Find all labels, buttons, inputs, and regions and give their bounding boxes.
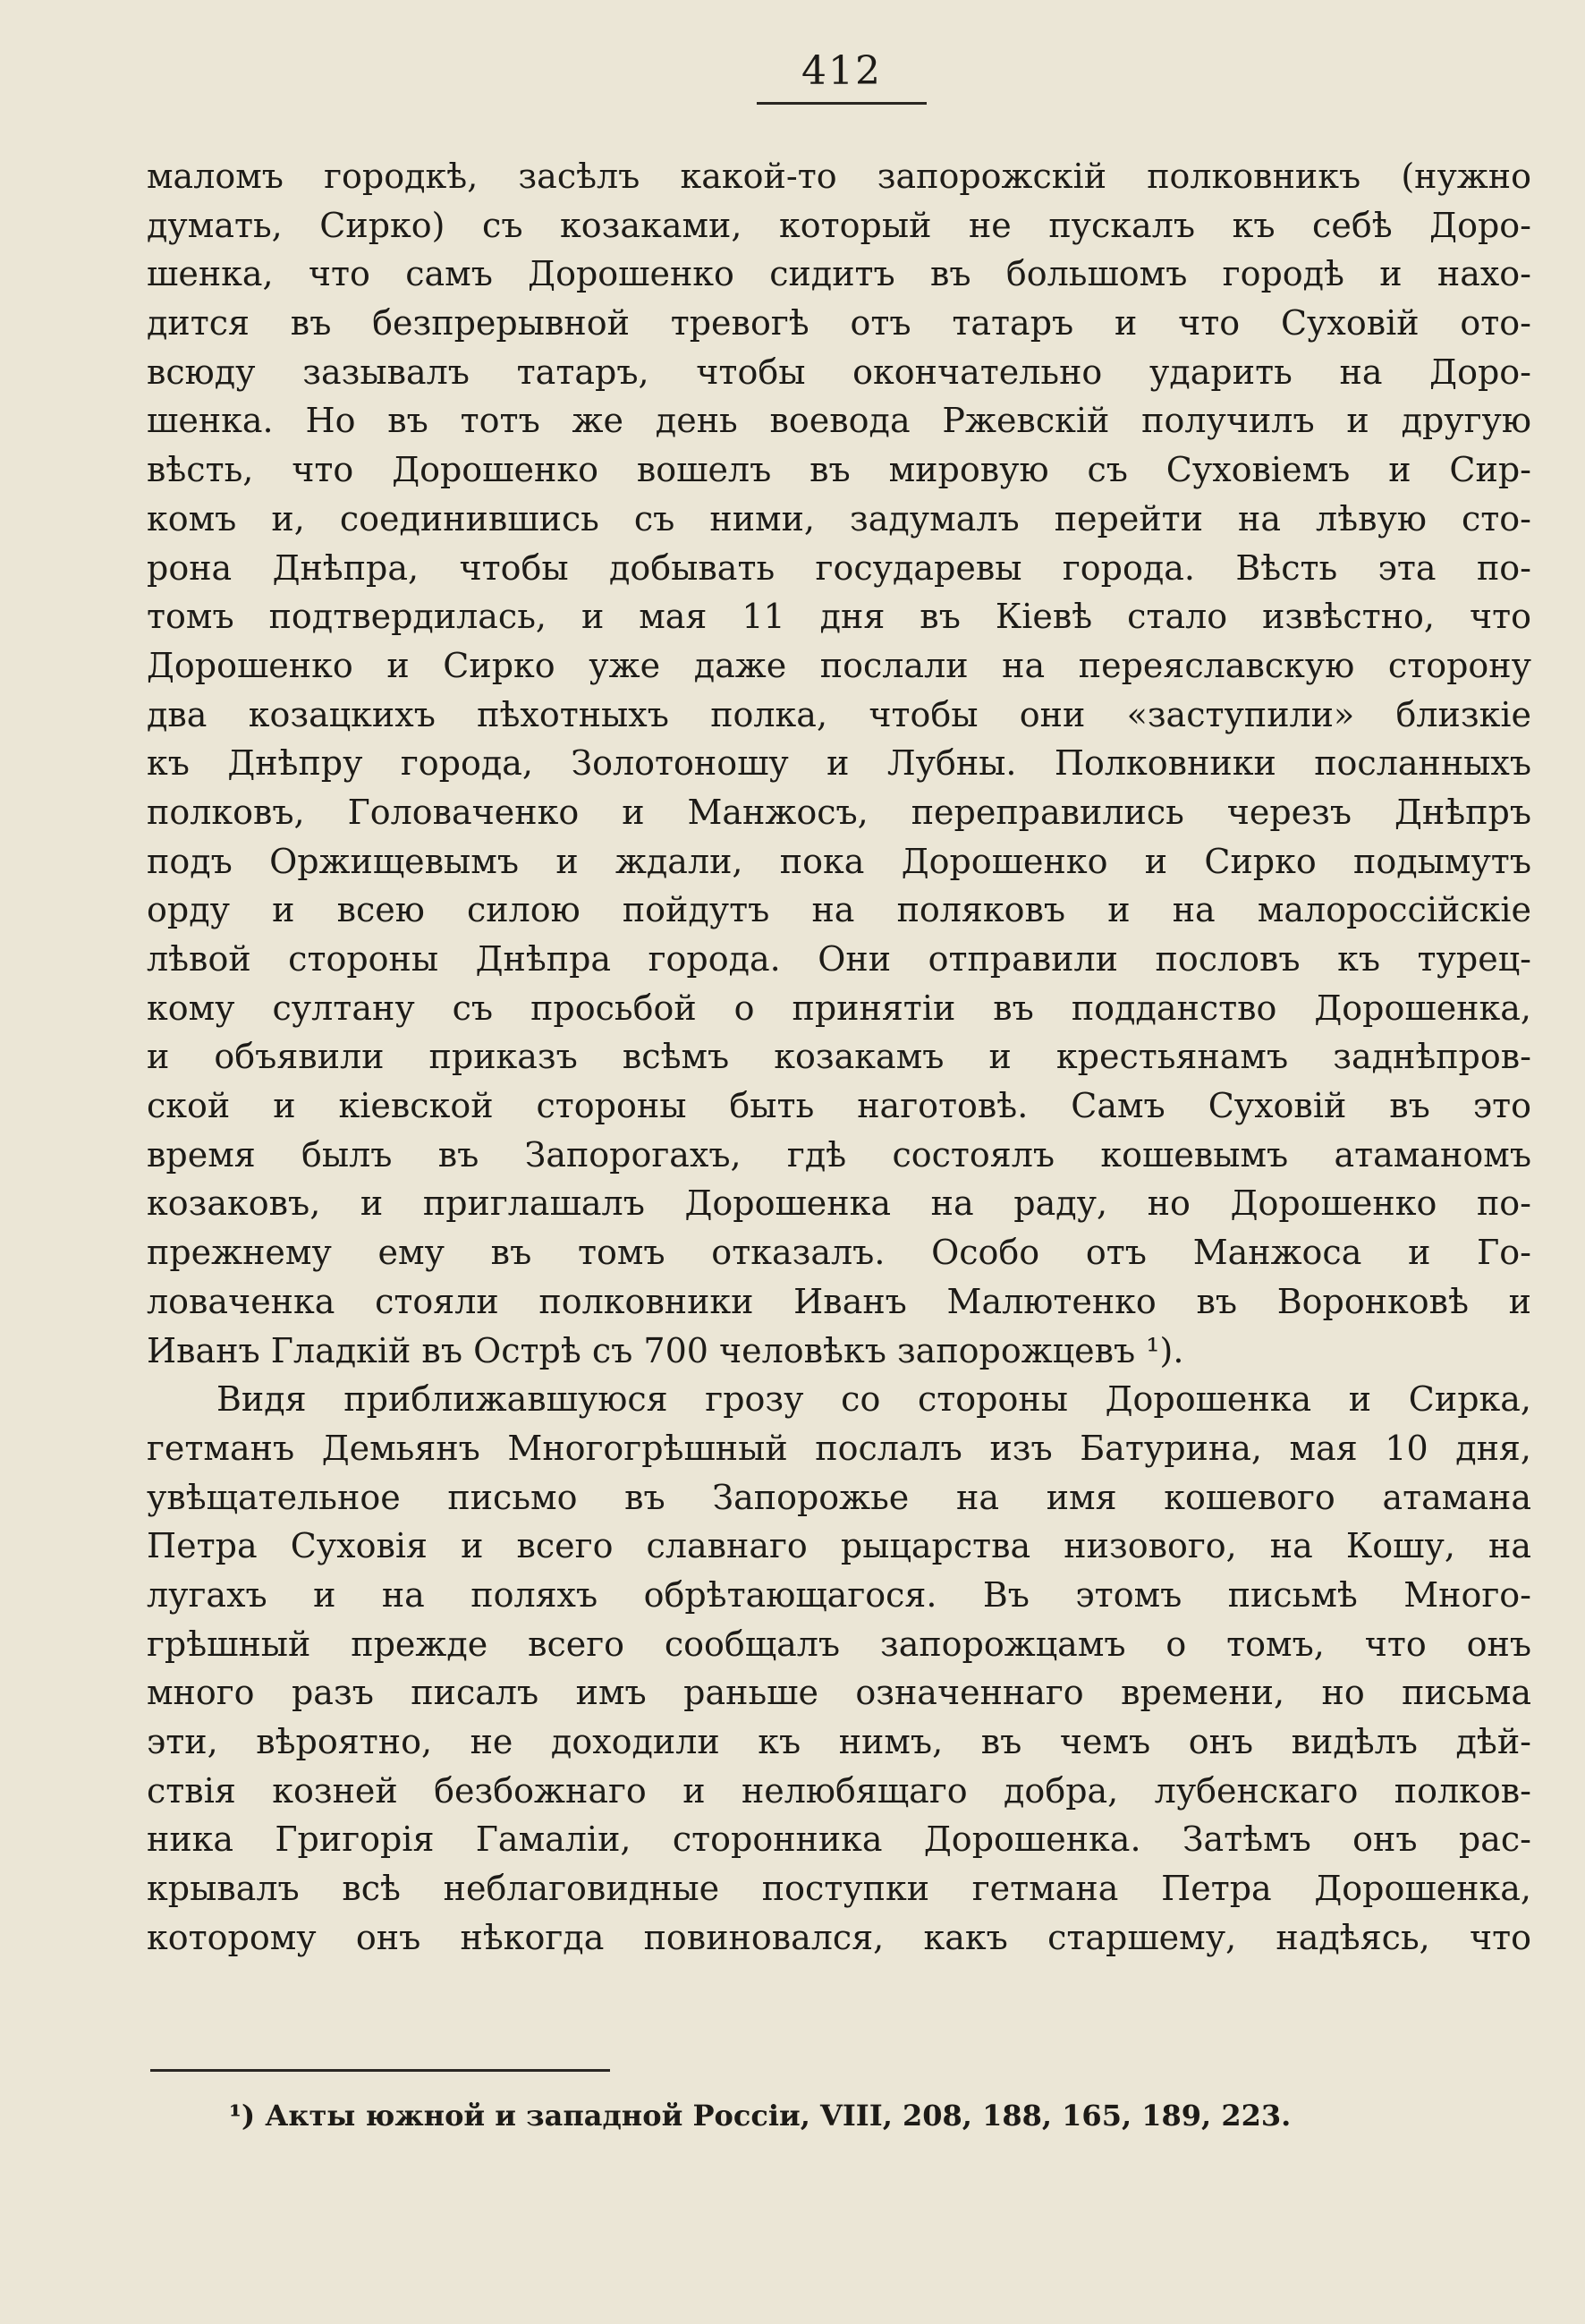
text-line: кому султану съ просьбой о принятіи въ подданство Дорошенка, xyxy=(147,988,1531,1028)
page-number: 412 xyxy=(801,48,882,94)
text-line: подъ Оржищевымъ и ждали, пока Дорошенко и Сирко подымутъ xyxy=(147,841,1531,881)
text-line: лугахъ и на поляхъ обрѣтающагося. Въ этомъ письмѣ Много- xyxy=(147,1574,1531,1615)
text-line: вѣсть, что Дорошенко вошелъ въ мировую съ Суховіемъ и Сир- xyxy=(147,450,1531,490)
text-line: къ Днѣпру города, Золотоношу и Лубны. Полковники посланныхъ xyxy=(147,743,1531,784)
text-line: время былъ въ Запорогахъ, гдѣ состоялъ кошевымъ атаманомъ xyxy=(147,1134,1531,1175)
text-line: ствія козней безбожнаго и нелюбящаго добра, лубенскаго полков- xyxy=(147,1770,1531,1811)
text-line: и объявили приказъ всѣмъ козакамъ и крестьянамъ заднѣпров- xyxy=(147,1037,1531,1077)
text-line: прежнему ему въ томъ отказалъ. Особо отъ Манжоса и Го- xyxy=(147,1233,1531,1273)
text-line: рона Днѣпра, чтобы добывать государевы города. Вѣсть эта по- xyxy=(147,547,1531,588)
text-line: козаковъ, и приглашалъ Дорошенка на раду, но Дорошенко по- xyxy=(147,1183,1531,1224)
text-line: лѣвой стороны Днѣпра города. Они отправили пословъ къ турец- xyxy=(147,939,1531,979)
footnote-rule xyxy=(150,2069,610,2072)
text-line: увѣщательное письмо въ Запорожье на имя кошевого атамана xyxy=(147,1477,1531,1517)
text-line: крывалъ всѣ неблаговидные поступки гетмана Петра Дорошенка, xyxy=(147,1869,1531,1909)
page-number-rule xyxy=(757,102,927,105)
text-line: грѣшный прежде всего сообщалъ запорожцамъ о томъ, что онъ xyxy=(147,1624,1531,1664)
text-line: полковъ, Головаченко и Манжосъ, переправились черезъ Днѣпръ xyxy=(147,792,1531,832)
text-line: эти, вѣроятно, не доходили къ нимъ, въ чемъ онъ видѣлъ дѣй- xyxy=(147,1722,1531,1761)
text-line: ника Григорія Гамаліи, сторонника Дорошенка. Затѣмъ онъ рас- xyxy=(147,1819,1531,1860)
text-line: Иванъ Гладкій въ Острѣ съ 700 человѣкъ запорожцевъ ¹). xyxy=(147,1330,1184,1370)
text-line: комъ и, соединившись съ ними, задумалъ перейти на лѣвую сто- xyxy=(147,498,1531,539)
text-line: шенка, что самъ Дорошенко сидитъ въ большомъ городѣ и нахо- xyxy=(147,254,1531,294)
text-line: орду и всею силою пойдутъ на поляковъ и на малороссійскіе xyxy=(147,890,1531,930)
text-line: томъ подтвердилась, и мая 11 дня въ Кіевѣ стало извѣстно, что xyxy=(147,597,1531,637)
text-line: ской и кіевской стороны быть наготовѣ. Самъ Суховій въ это xyxy=(147,1086,1531,1126)
text-line: дится въ безпрерывной тревогѣ отъ татаръ и что Суховій ото- xyxy=(147,303,1531,344)
text-line: Дорошенко и Сирко уже даже послали на переяславскую сторону xyxy=(147,645,1531,685)
text-line: два козацкихъ пѣхотныхъ полка, чтобы они «заступили» близкіе xyxy=(147,694,1531,734)
text-line: шенка. Но въ тотъ же день воевода Ржевскій получилъ и другую xyxy=(147,401,1531,441)
footnote: ¹) Акты южной и западной Россіи, VIII, 208, 188, 165, 189, 223. xyxy=(229,2099,1292,2133)
body-text xyxy=(147,152,1531,1962)
text-line: думать, Сирко) съ козаками, который не пускалъ къ себѣ Доро- xyxy=(147,205,1531,245)
text-line: много разъ писалъ имъ раньше означеннаго времени, но письма xyxy=(147,1673,1531,1713)
text-line: маломъ городкѣ, засѣлъ какой-то запорожскій полковникъ (нужно xyxy=(147,157,1531,196)
text-line: всюду зазывалъ татаръ, чтобы окончательно ударить на Доро- xyxy=(147,352,1531,392)
text-line: Видя приближавшуюся грозу со стороны Дорошенка и Сирка, xyxy=(216,1379,1531,1420)
text-line: Петра Суховія и всего славнаго рыцарства низового, на Кошу, на xyxy=(147,1526,1531,1566)
text-line: которому онъ нѣкогда повиновался, какъ старшему, надѣясь, что xyxy=(147,1917,1531,1957)
text-line: ловаченка стояли полковники Иванъ Малютенко въ Воронковѣ и xyxy=(147,1281,1531,1321)
text-line: гетманъ Демьянъ Многогрѣшный послалъ изъ Батурина, мая 10 дня, xyxy=(147,1428,1531,1468)
